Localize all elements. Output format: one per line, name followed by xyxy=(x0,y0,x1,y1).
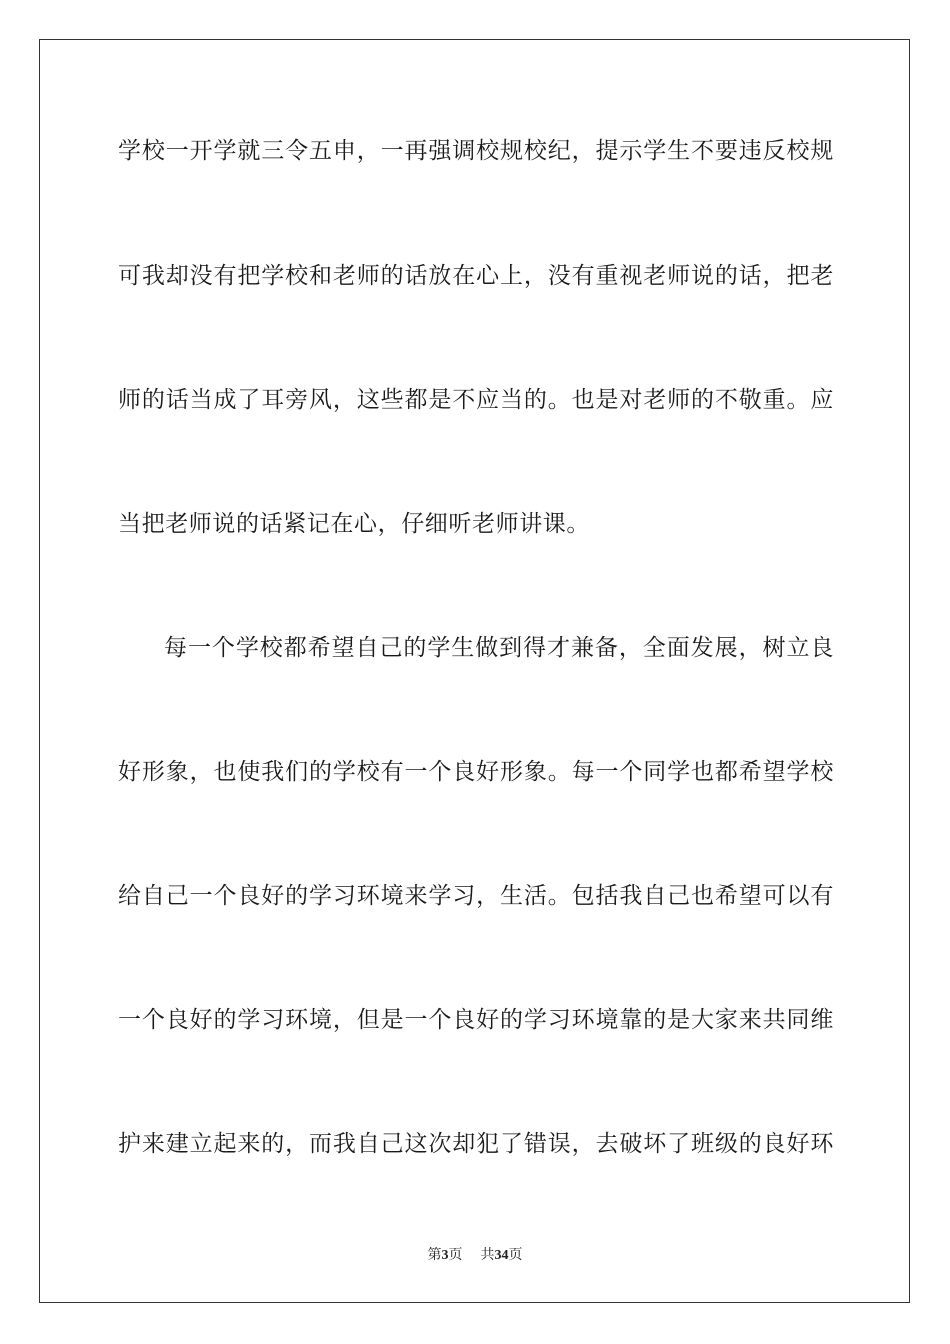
body-text-line-8: 一个良好的学习环境，但是一个良好的学习环境靠的是大家来共同维 xyxy=(118,1007,834,1033)
current-page-number: 3 xyxy=(441,1248,449,1263)
body-text-line-7: 给自己一个良好的学习环境来学习，生活。包括我自己也希望可以有 xyxy=(118,883,834,909)
body-text-line-6: 好形象，也使我们的学校有一个良好形象。每一个同学也都希望学校 xyxy=(118,759,834,785)
page-prefix: 第 xyxy=(427,1248,442,1263)
page-footer xyxy=(0,1246,950,1266)
body-text-line-1: 学校一开学就三令五申，一再强调校规校纪，提示学生不要违反校规 xyxy=(118,138,834,164)
total-prefix: 共 xyxy=(480,1248,495,1263)
page-suffix: 页 xyxy=(448,1248,463,1263)
body-text-line-9: 护来建立起来的，而我自己这次却犯了错误，去破坏了班级的良好环 xyxy=(118,1131,834,1157)
page-border xyxy=(39,39,910,1303)
body-text-line-2: 可我却没有把学校和老师的话放在心上，没有重视老师说的话，把老 xyxy=(118,263,834,289)
paragraph-start-line: 每一个学校都希望自己的学生做到得才兼备，全面发展，树立良 xyxy=(164,635,834,661)
total-pages-number: 34 xyxy=(494,1248,509,1263)
body-text-line-4: 当把老师说的话紧记在心，仔细听老师讲课。 xyxy=(118,511,590,537)
body-text-line-3: 师的话当成了耳旁风，这些都是不应当的。也是对老师的不敬重。应 xyxy=(118,387,834,413)
total-suffix: 页 xyxy=(508,1248,523,1263)
